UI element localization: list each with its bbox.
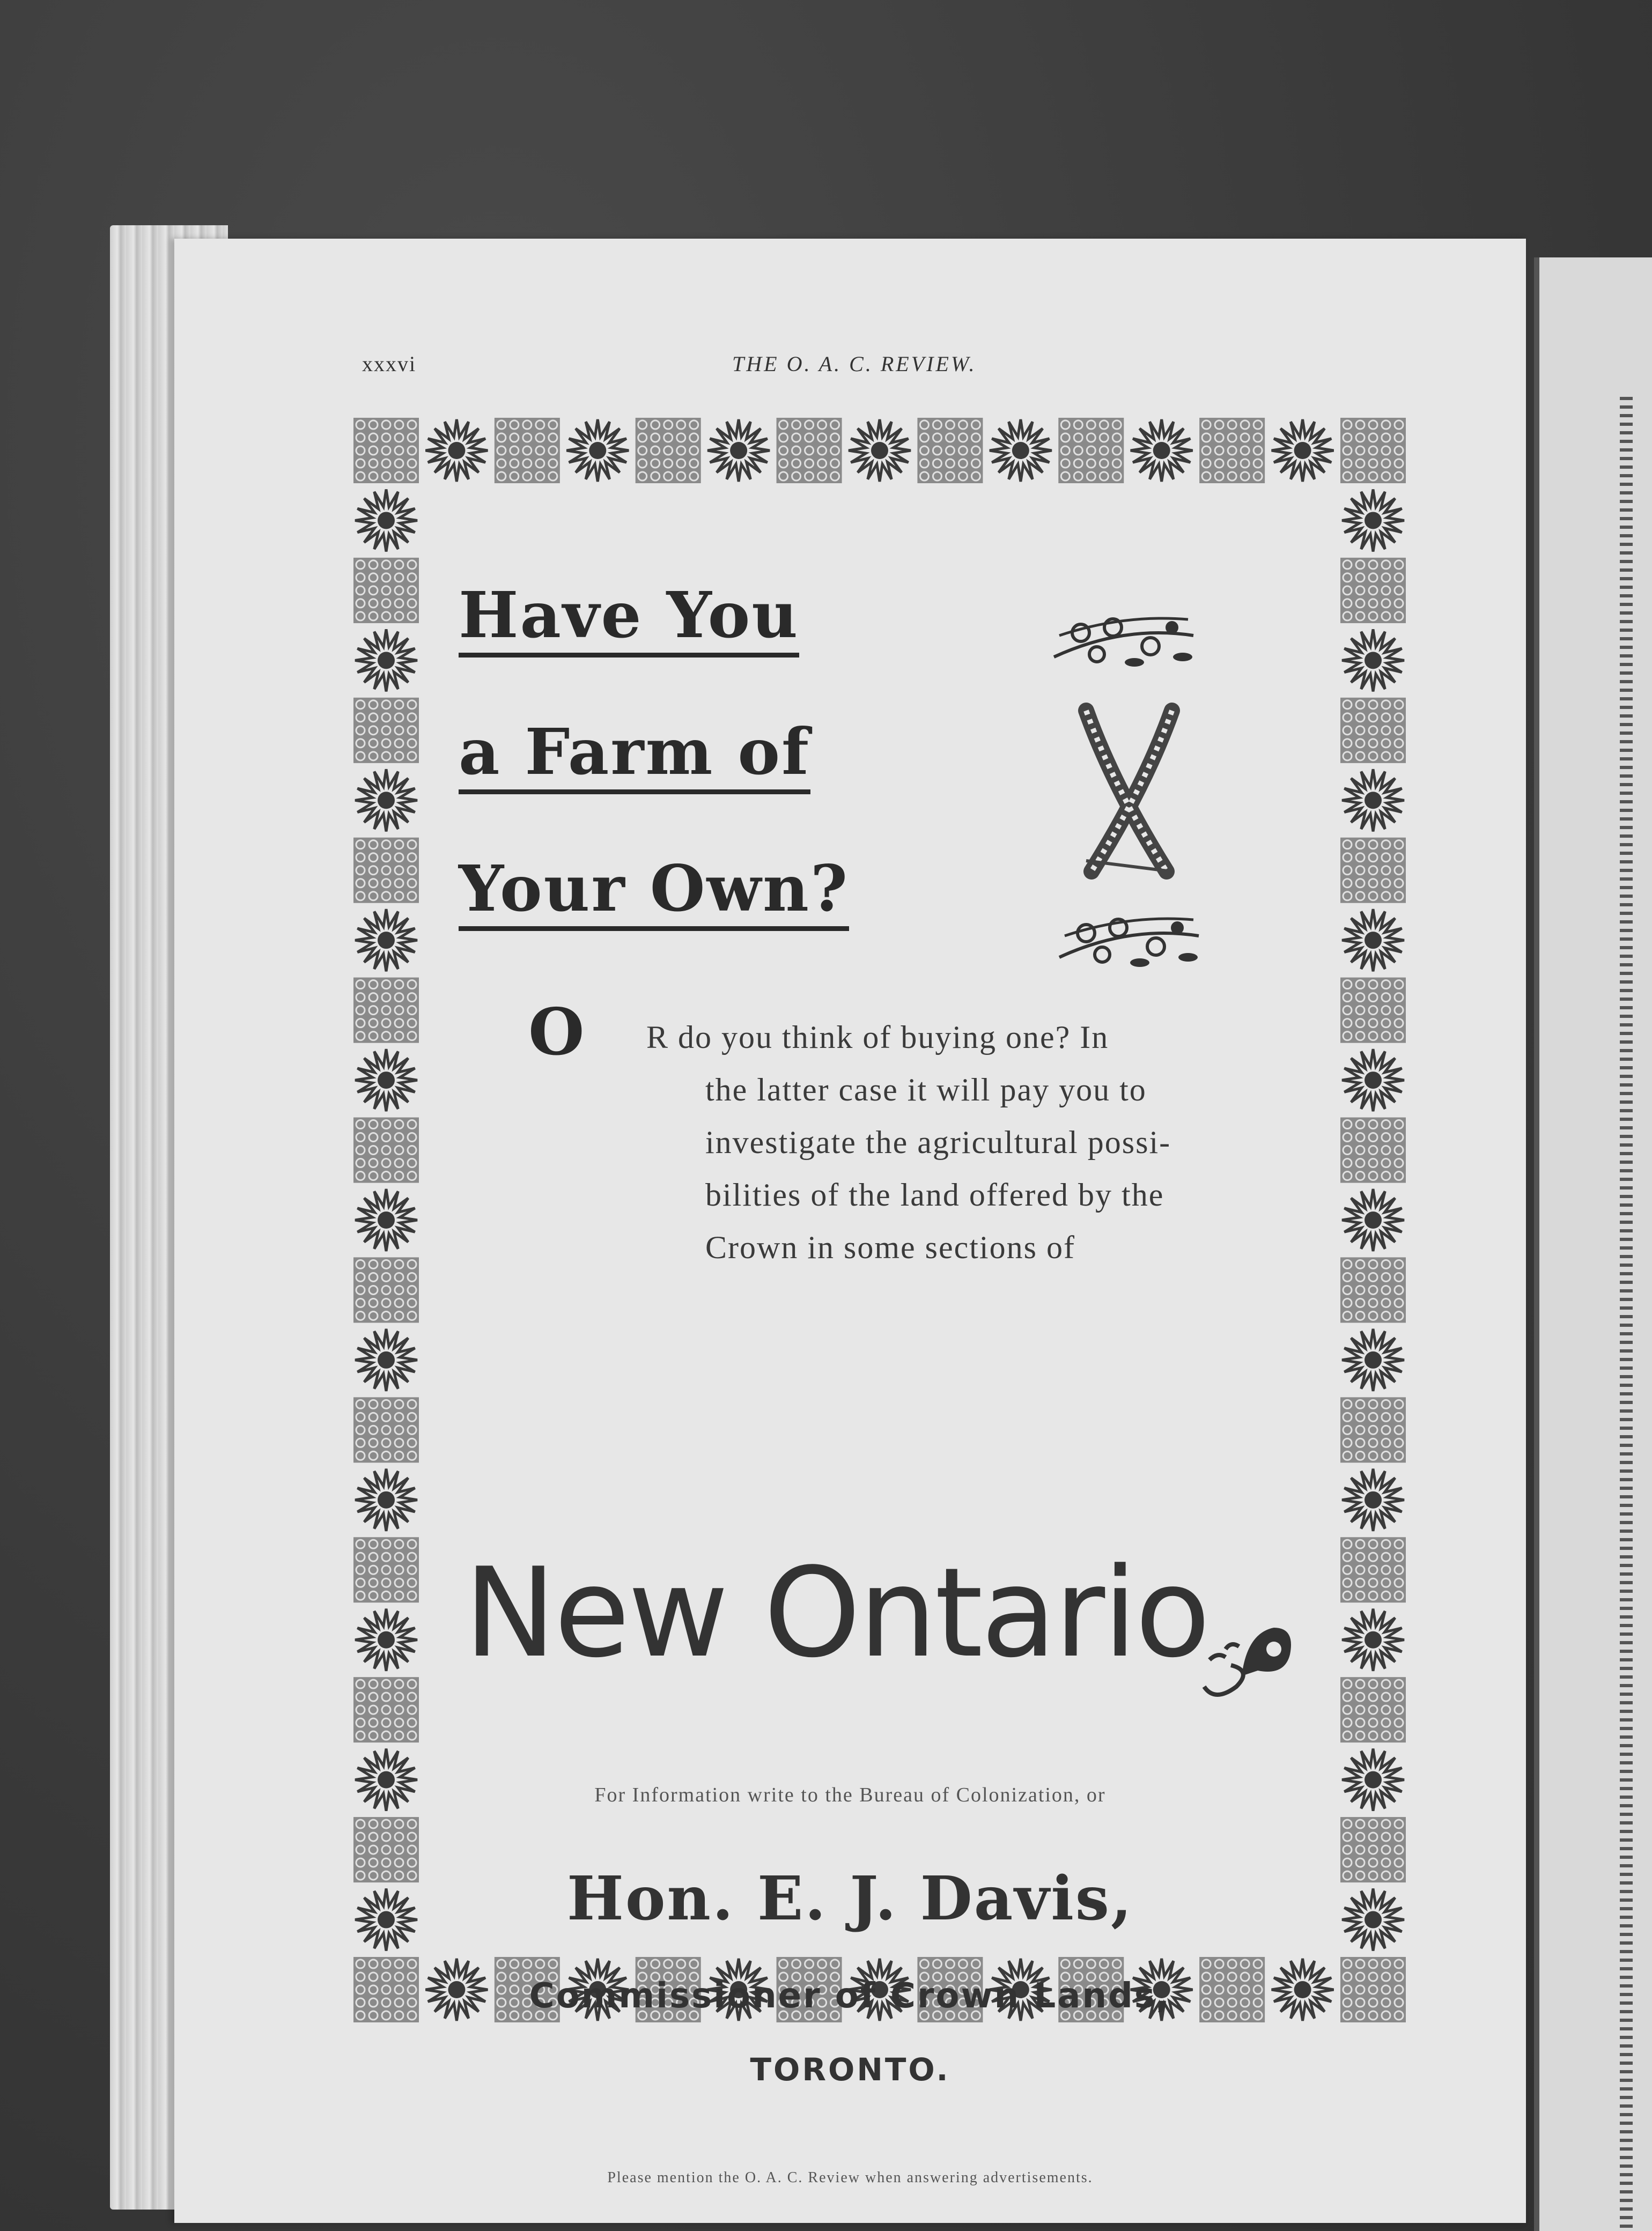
body-paragraph <box>646 1011 1263 1274</box>
headline-line-3: Your Own? <box>459 855 849 931</box>
facing-page-edge <box>1534 257 1652 2231</box>
headline-line-2: a Farm of <box>459 719 810 794</box>
crossed-wheat-icon <box>1065 700 1193 882</box>
body-line-3: investigate the agricultural possi- <box>705 1125 1171 1160</box>
page-number: xxxvi <box>362 352 417 376</box>
headline-line-1: Have You <box>459 582 799 658</box>
commissioner-name: Hon. E. J. Davis, <box>567 1864 1133 1934</box>
information-line: For Information write to the Bureau of Colonization, or <box>594 1784 1106 1806</box>
advertisement-page <box>174 239 1526 2223</box>
body-line-1: R do you think of buying one? In <box>646 1020 1109 1055</box>
floral-spray-top-icon <box>1049 603 1199 678</box>
leaf-flourish-icon <box>1193 1612 1301 1703</box>
footer-note: Please mention the O. A. C. Review when answering advertisements. <box>607 2169 1093 2186</box>
body-line-5: Crown in some sections of <box>705 1230 1075 1265</box>
facing-page-ornament-strip <box>1620 397 1633 2231</box>
floral-spray-bottom-icon <box>1054 904 1204 979</box>
body-line-4: bilities of the land offered by the <box>705 1177 1164 1213</box>
drop-cap: O <box>528 994 585 1070</box>
body-line-2: the latter case it will pay you to <box>705 1072 1147 1107</box>
new-ontario-title: New Ontario <box>464 1542 1208 1685</box>
commissioner-title: Commissioner of Crown Lands, <box>529 1976 1171 2016</box>
city-name: TORONTO. <box>750 2051 950 2088</box>
ad-content <box>174 239 1526 2223</box>
journal-title: THE O. A. C. REVIEW. <box>732 352 977 376</box>
